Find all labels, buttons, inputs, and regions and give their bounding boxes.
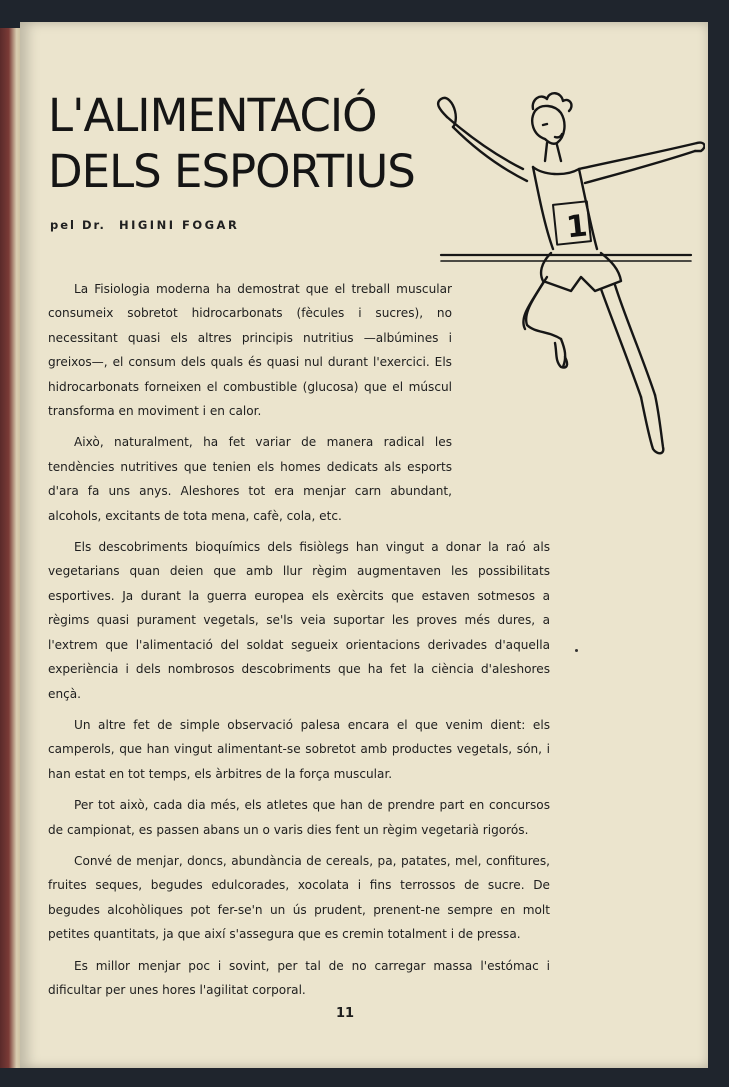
page-number: 11	[335, 1006, 355, 1021]
ink-speck	[575, 649, 578, 652]
author-name: HIGINI FOGAR	[118, 218, 240, 232]
document-page	[20, 22, 708, 1068]
paragraph-2: Això, naturalment, ha fet variar de manera radical les tendències nutritives que tenien els homes dedicats als esports d'ara fa uns anys. Aleshores tot era menjar carn abundant, alcohols, excitants de tota mena, cafè, cola, etc.	[48, 435, 452, 523]
paragraph-7: Es millor menjar poc i sovint, per tal de no carregar massa l'estómac i dificultar per unes hores l'agilitat corporal.	[48, 958, 550, 997]
paragraph-4: Un altre fet de simple observació palesa encara el que venim dient: els camperols, que han vingut alimentant-se sobretot amb productes vegetals, són, i han estat en tot temps, els àrbitres de la força muscular.	[48, 717, 550, 781]
paragraph-3: Els descobriments bioquímics dels fisiòlegs han vingut a donar la raó als vegetarians quan deien que amb llur règim augmentaven les possibilitats esportives. Ja durant la guerra europea els exèrcits que estaven sotmesos a règims quasi purament vegetals, se'ls veia suportar les proves més dures, a l'extrem que l'alimentació del soldat segueix orientacions derivades d'aquella experiència i dels nombrosos descobriments que ha fet la ciència d'aleshores ençà.	[48, 540, 550, 701]
paragraph-6: Convé de menjar, doncs, abundància de cereals, pa, patates, mel, confitures, fruites seques, begudes edulcorades, xocolata i fins terrossos de sucre. De begudes alcohòliques pot fer-se'n un ús prudent, prenent-ne sempre en molt petites quantitats, ja que així s'assegura que es cremin totalment i de pressa.	[48, 853, 550, 942]
author-byline	[50, 218, 239, 232]
paragraph-1: La Fisiologia moderna ha demostrat que el treball muscular consumeix sobretot hidrocarbonats (fècules i sucres), no necessitant quasi els altres principis nutritius —albúmines i greixos—, el consum dels quals és quasi nul durant l'exercici. Els hidrocarbonats forneixen el combustible (glucosa) que el múscul transforma en moviment i en calor.	[48, 282, 452, 419]
bib-number: 1	[564, 208, 590, 246]
title-line-2: DELS ESPORTIUS	[48, 145, 415, 198]
title-line-1: L'ALIMENTACIÓ	[48, 89, 377, 142]
article-title	[48, 88, 415, 200]
author-prefix: pel Dr.	[50, 218, 106, 232]
book-binding	[0, 28, 22, 1068]
paragraph-5: Per tot això, cada dia més, els atletes que han de prendre part en concursos de campionat, es passen abans un o varis dies fent un règim vegetarià rigorós.	[48, 798, 550, 837]
article-body	[48, 277, 550, 1009]
